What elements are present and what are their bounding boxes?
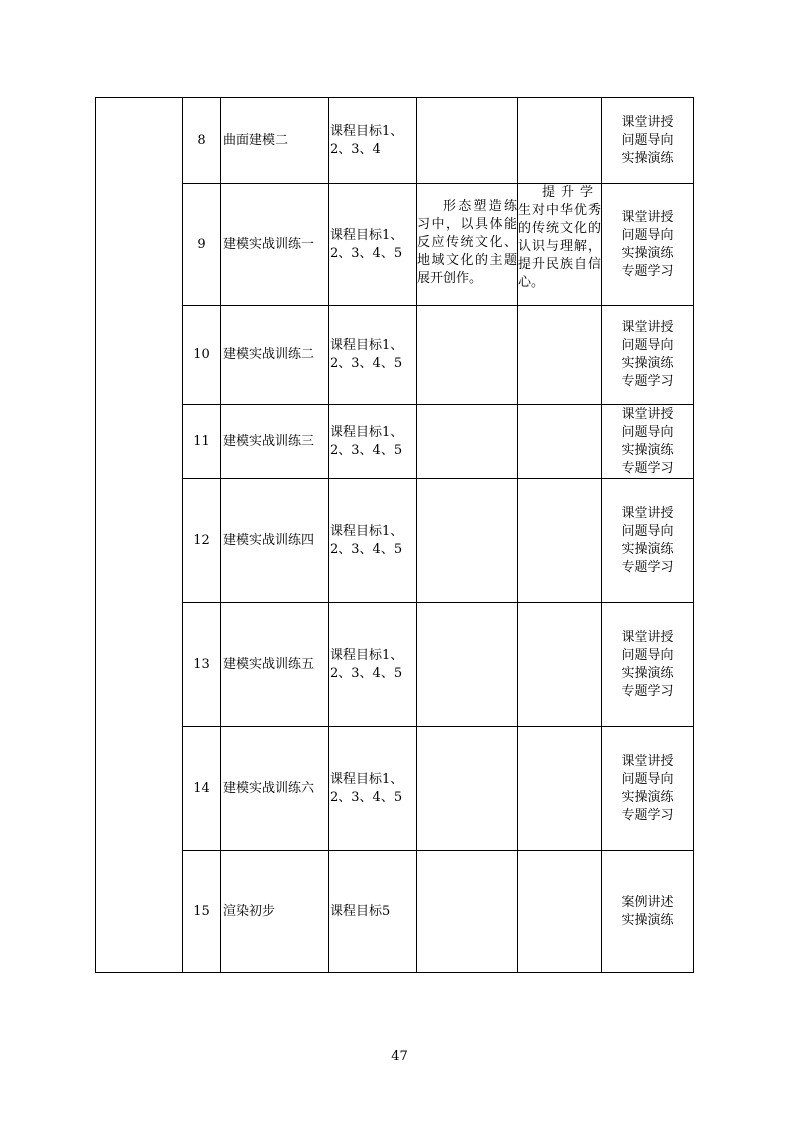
method-line: 专题学习 [621,374,674,389]
week-number: 13 [183,603,221,727]
method-line: 实操演练 [621,912,674,928]
method-line: 专题学习 [621,263,674,279]
method-line: 问题导向 [621,424,674,440]
topic-cell: 建模实战训练二 [221,306,329,405]
method-line: 课堂讲授 [621,629,674,645]
goal-cell: 课程目标1、2、3、4、5 [329,603,417,727]
method-line: 课堂讲授 [621,505,674,521]
topic-cell: 建模实战训练五 [221,603,329,727]
ideology-cell [518,603,602,727]
table-row [96,98,694,184]
week-number: 14 [183,727,221,851]
topic-cell: 渲染初步 [221,851,329,973]
content-cell [417,405,518,479]
merged-category-cell [96,98,183,973]
page-number: 47 [391,1049,408,1064]
table-row [96,405,694,479]
table-row [96,479,694,603]
week-number: 10 [183,306,221,405]
method-line: 问题导向 [621,132,674,148]
method-cell [602,98,694,184]
content-cell [417,479,518,603]
table-row [96,851,694,973]
method-cell [602,603,694,727]
topic-cell: 建模实战训练四 [221,479,329,603]
goal-cell: 课程目标5 [329,851,417,973]
method-line: 问题导向 [621,771,674,787]
method-line: 案例讲述 [621,894,674,910]
method-cell [602,851,694,973]
topic-cell: 曲面建模二 [221,98,329,184]
method-line: 问题导向 [621,523,674,539]
course-schedule-table [95,97,694,973]
ideology-cell [518,405,602,479]
content-cell [417,98,518,184]
table-row [96,306,694,405]
method-cell [602,405,694,479]
week-number: 9 [183,184,221,306]
method-line: 实操演练 [621,541,674,557]
goal-cell: 课程目标1、2、3、4、5 [329,727,417,851]
method-cell [602,306,694,405]
table-row [96,603,694,727]
method-line: 问题导向 [621,227,674,243]
ideology-text-first: 提升学 [541,185,599,200]
week-number: 8 [183,98,221,184]
goal-cell: 课程目标1、2、3、4 [329,98,417,184]
method-line: 课堂讲授 [621,753,674,769]
goal-cell: 课程目标1、2、3、4、5 [329,184,417,306]
goal-cell: 课程目标1、2、3、4、5 [329,405,417,479]
method-line: 问题导向 [621,338,674,353]
ideology-cell [518,851,602,973]
content-cell [417,851,518,973]
week-number: 15 [183,851,221,973]
method-cell [602,479,694,603]
goal-cell: 课程目标1、2、3、4、5 [329,306,417,405]
method-line: 课堂讲授 [621,114,674,130]
ideology-text-rest: 生对中华优秀的传统文化的认识与理解，提升民族自信心。 [518,203,601,290]
method-line: 实操演练 [621,356,674,371]
method-cell [602,727,694,851]
topic-cell: 建模实战训练三 [221,405,329,479]
method-line: 实操演练 [621,665,674,681]
method-line: 课堂讲授 [621,406,674,422]
week-number: 12 [183,479,221,603]
method-line: 实操演练 [621,789,674,805]
method-line: 课堂讲授 [621,209,674,225]
ideology-cell [518,479,602,603]
content-cell [417,306,518,405]
method-line: 问题导向 [621,647,674,663]
content-cell: 形态塑造练习中，以具体能反应传统文化、地域文化的主题展开创作。 [417,184,518,306]
ideology-cell [518,184,602,306]
method-line: 专题学习 [621,460,674,476]
method-cell [602,184,694,306]
table-row [96,727,694,851]
ideology-cell [518,98,602,184]
content-cell [417,727,518,851]
week-number: 11 [183,405,221,479]
ideology-cell [518,727,602,851]
method-line: 专题学习 [621,683,674,699]
method-line: 实操演练 [621,150,674,166]
method-line: 专题学习 [621,559,674,575]
method-line: 实操演练 [621,245,674,261]
method-line: 课堂讲授 [621,320,674,335]
topic-cell: 建模实战训练六 [221,727,329,851]
topic-cell: 建模实战训练一 [221,184,329,306]
goal-cell: 课程目标1、2、3、4、5 [329,479,417,603]
content-cell [417,603,518,727]
method-line: 实操演练 [621,442,674,458]
ideology-cell [518,306,602,405]
method-line: 专题学习 [621,807,674,823]
table-row [96,184,694,306]
